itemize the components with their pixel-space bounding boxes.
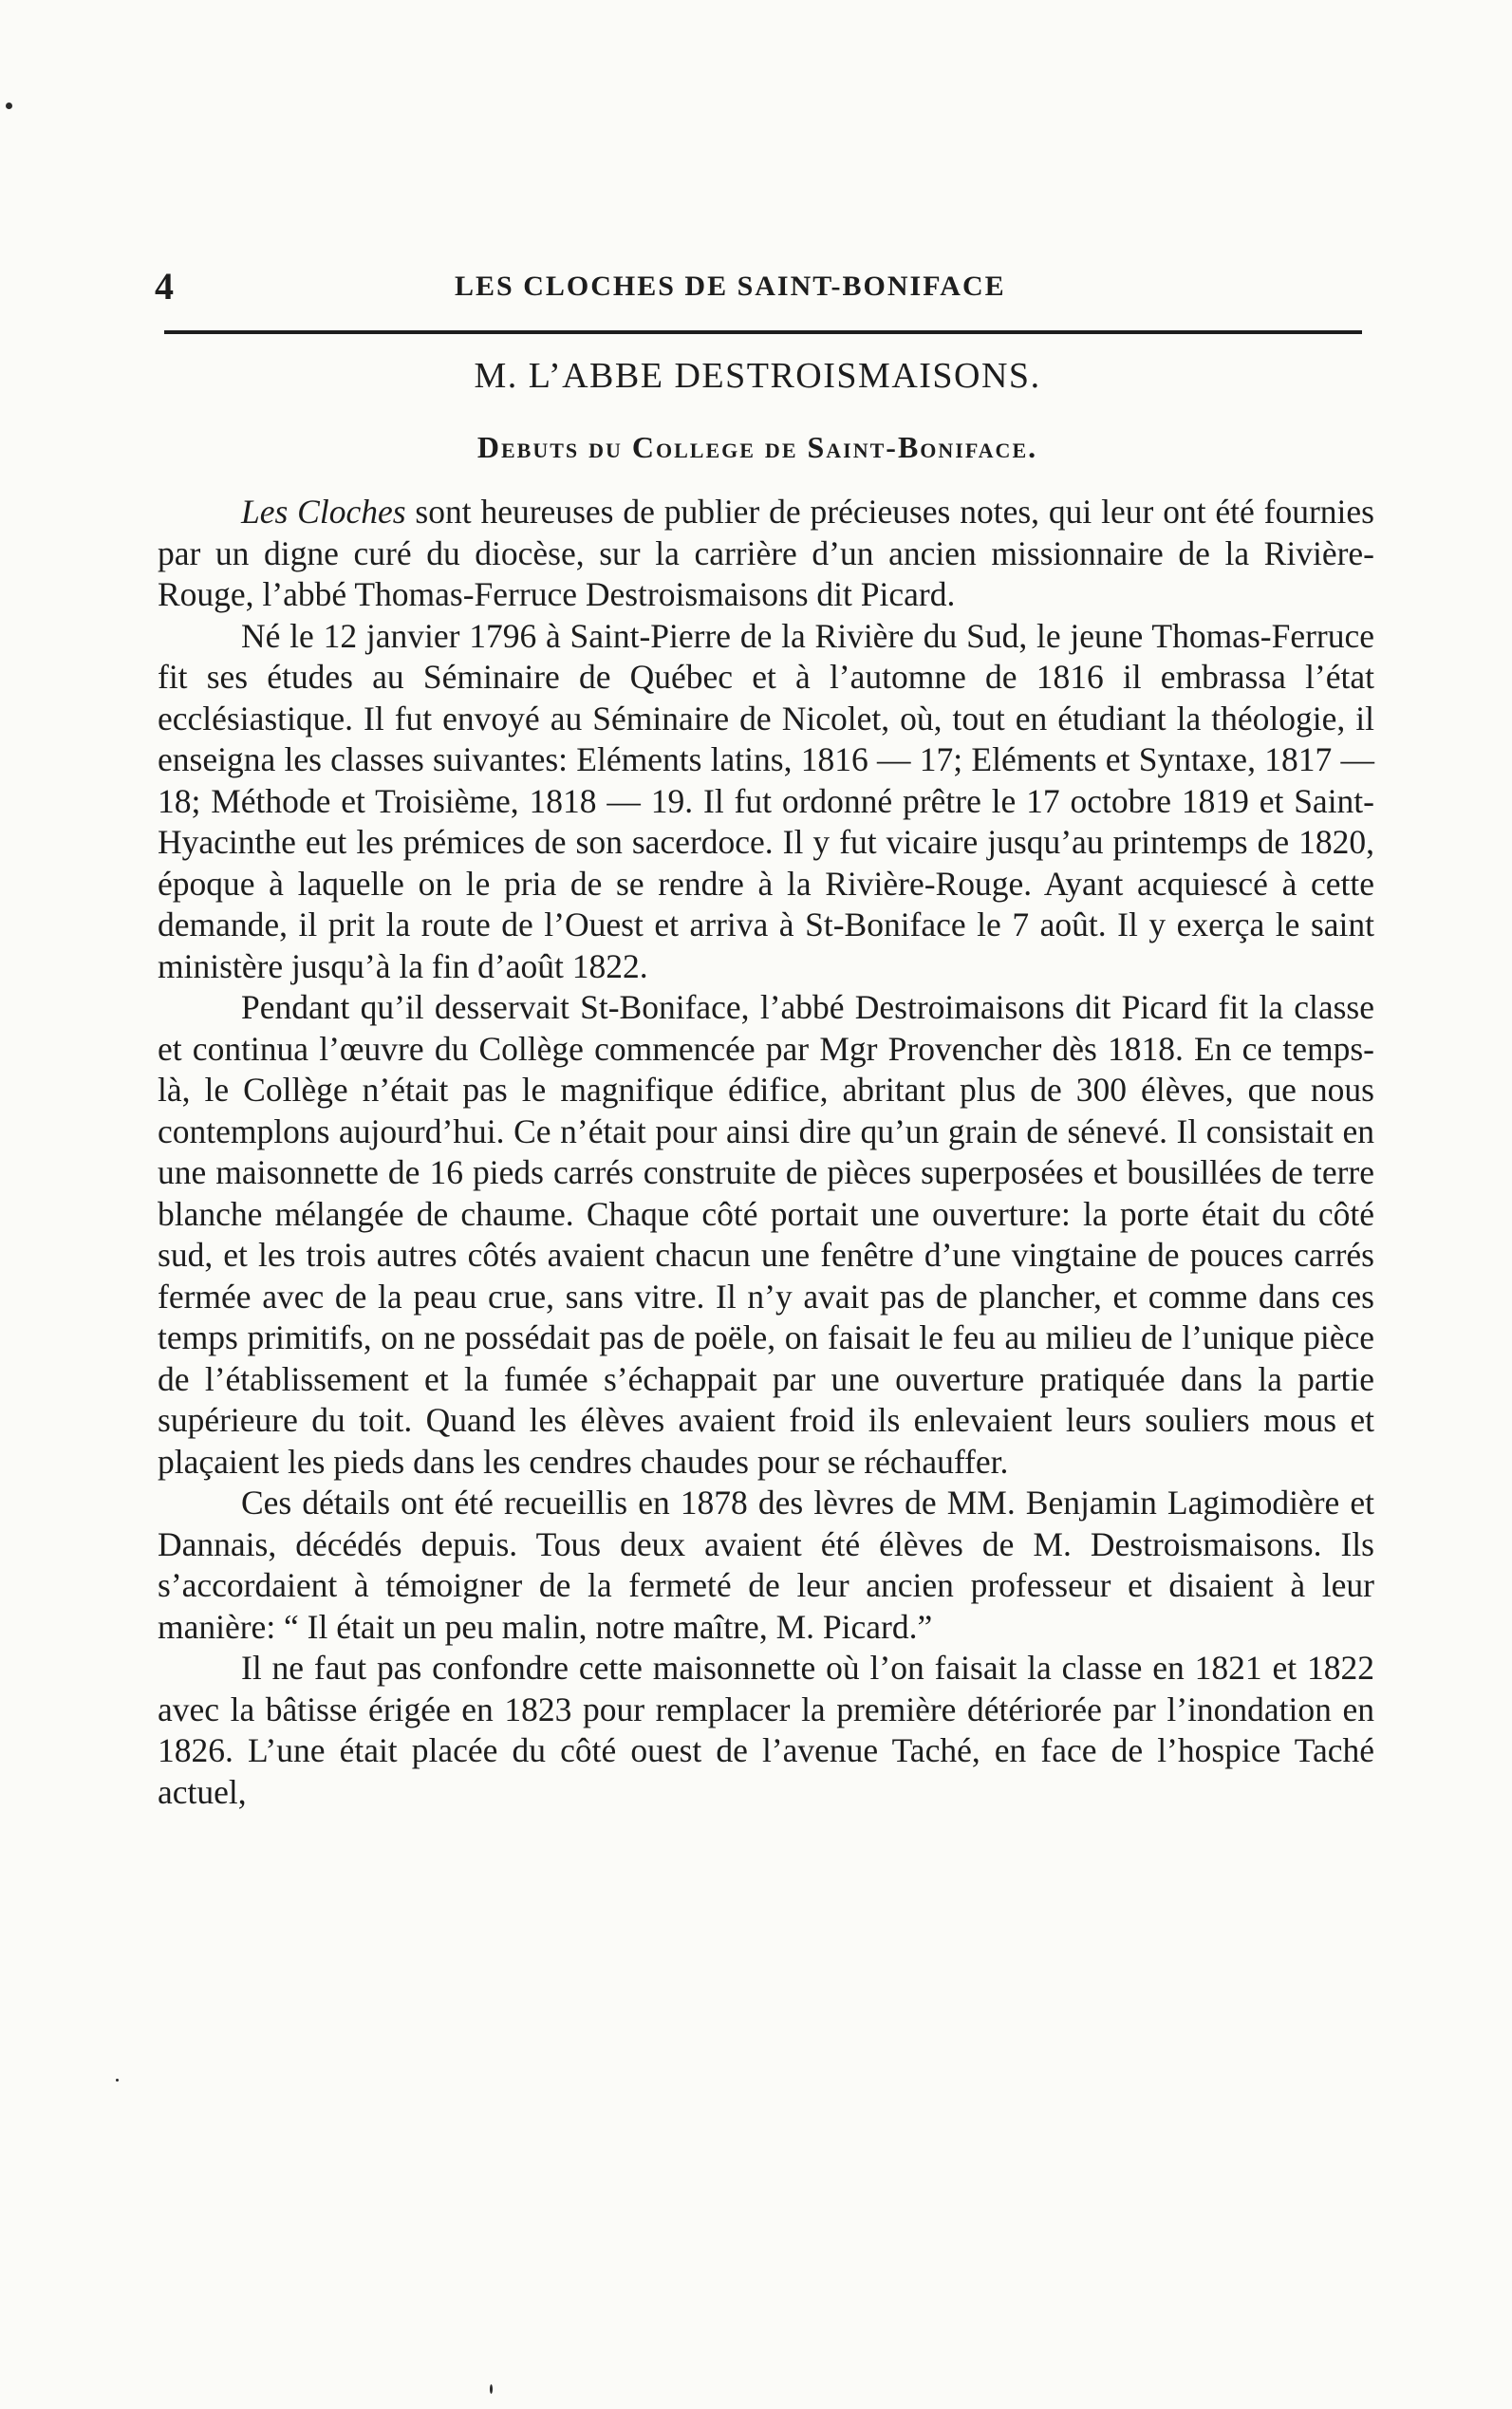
running-title: LES CLOCHES DE SAINT-BONIFACE bbox=[455, 271, 1006, 302]
article-body bbox=[158, 492, 1374, 1813]
header-rule bbox=[164, 330, 1362, 334]
paragraph-3: Pendant qu’il desservait St-Boniface, l’abbé Destroimaisons dit Picard fit la classe et continua l’œuvre du Collège commencée par Mgr Provencher dès 1818. En ce temps-là, le Collège n’était pas le magnifique édifice, abritant plus de 300 élèves, que nous contemplons aujourd’hui. Ce n’était pour ainsi dire qu’un grain de sénevé. Il consistait en une maisonnette de 16 pieds carrés construite de pièces superposées et bousillées de terre blanche mélangée de chaume. Chaque côté portait une ouverture: la porte était du côté sud, et les trois autres côtés avaient chacun une fenêtre d’une vingtaine de pouces carrés fermée avec de la peau crue, sans vitre. Il n’y avait pas de plancher, et comme dans ces temps primitifs, on ne possédait pas de poële, on faisait le feu au milieu de l’unique pièce de l’établissement et la fumée s’échappait par une ouverture pratiquée dans la partie supérieure du toit. Quand les élèves avaient froid ils enlevaient leurs souliers mous et plaçaient les pieds dans les cendres chaudes pour se réchauffer. bbox=[158, 988, 1374, 1481]
paragraph-1-text: sont heureuses de publier de précieuses notes, qui leur ont été fournies par un digne curé du diocèse, sur la carrière d’un ancien missionnaire de la Rivière-Rouge, l’abbé Thomas-Ferruce Destroismaisons dit Picard. bbox=[158, 493, 1374, 613]
scan-speck bbox=[116, 2079, 119, 2082]
scan-speck bbox=[490, 2384, 493, 2394]
paragraph-1 bbox=[158, 492, 1374, 616]
journal-name-italic: Les Cloches bbox=[241, 493, 406, 531]
paragraph-2: Né le 12 janvier 1796 à Saint-Pierre de la Rivière du Sud, le jeune Thomas-Ferruce fit ses études au Séminaire de Québec et à l’automne de 1816 il embrassa l’état ecclésiastique. Il fut envoyé au Séminaire de Nicolet, où, tout en étudiant la théologie, il enseigna les classes suivantes: Eléments latins, 1816 — 17; Eléments et Syntaxe, 1817 — 18; Méthode et Troisième, 1818 — 19. Il fut ordonné prêtre le 17 octobre 1819 et Saint-Hyacinthe eut les prémices de son sacerdoce. Il y fut vicaire jusqu’au printemps de 1820, époque à laquelle on le pria de se rendre à la Rivière-Rouge. Ayant acquiescé à cette demande, il prit la route de l’Ouest et arriva à St-Boniface le 7 août. Il y exerça le saint ministère jusqu’à la fin d’août 1822. bbox=[158, 616, 1374, 985]
running-head bbox=[155, 264, 1360, 309]
paragraph-4: Ces détails ont été recueillis en 1878 des lèvres de MM. Benjamin Lagimodière et Dannais, décédés depuis. Tous deux avaient été élèves de M. Destroismaisons. Ils s’accordaient à témoigner de la fermeté de leur ancien professeur et disaient à leur manière: “ Il était un peu malin, notre maître, M. Picard.” bbox=[158, 1484, 1374, 1646]
paragraph-5: Il ne faut pas confondre cette maisonnette où l’on faisait la classe en 1821 et 1822 avec la bâtisse érigée en 1823 pour remplacer la première détériorée par l’inondation en 1826. L’une était placée du côté ouest de l’avenue Taché, en face de l’hospice Taché actuel, bbox=[158, 1649, 1374, 1811]
scan-speck bbox=[6, 103, 12, 109]
article-title: M. L’ABBE DESTROISMAISONS. bbox=[474, 356, 1041, 396]
article-subtitle: Debuts du College de Saint-Boniface. bbox=[476, 430, 1038, 464]
page-number: 4 bbox=[155, 265, 174, 308]
